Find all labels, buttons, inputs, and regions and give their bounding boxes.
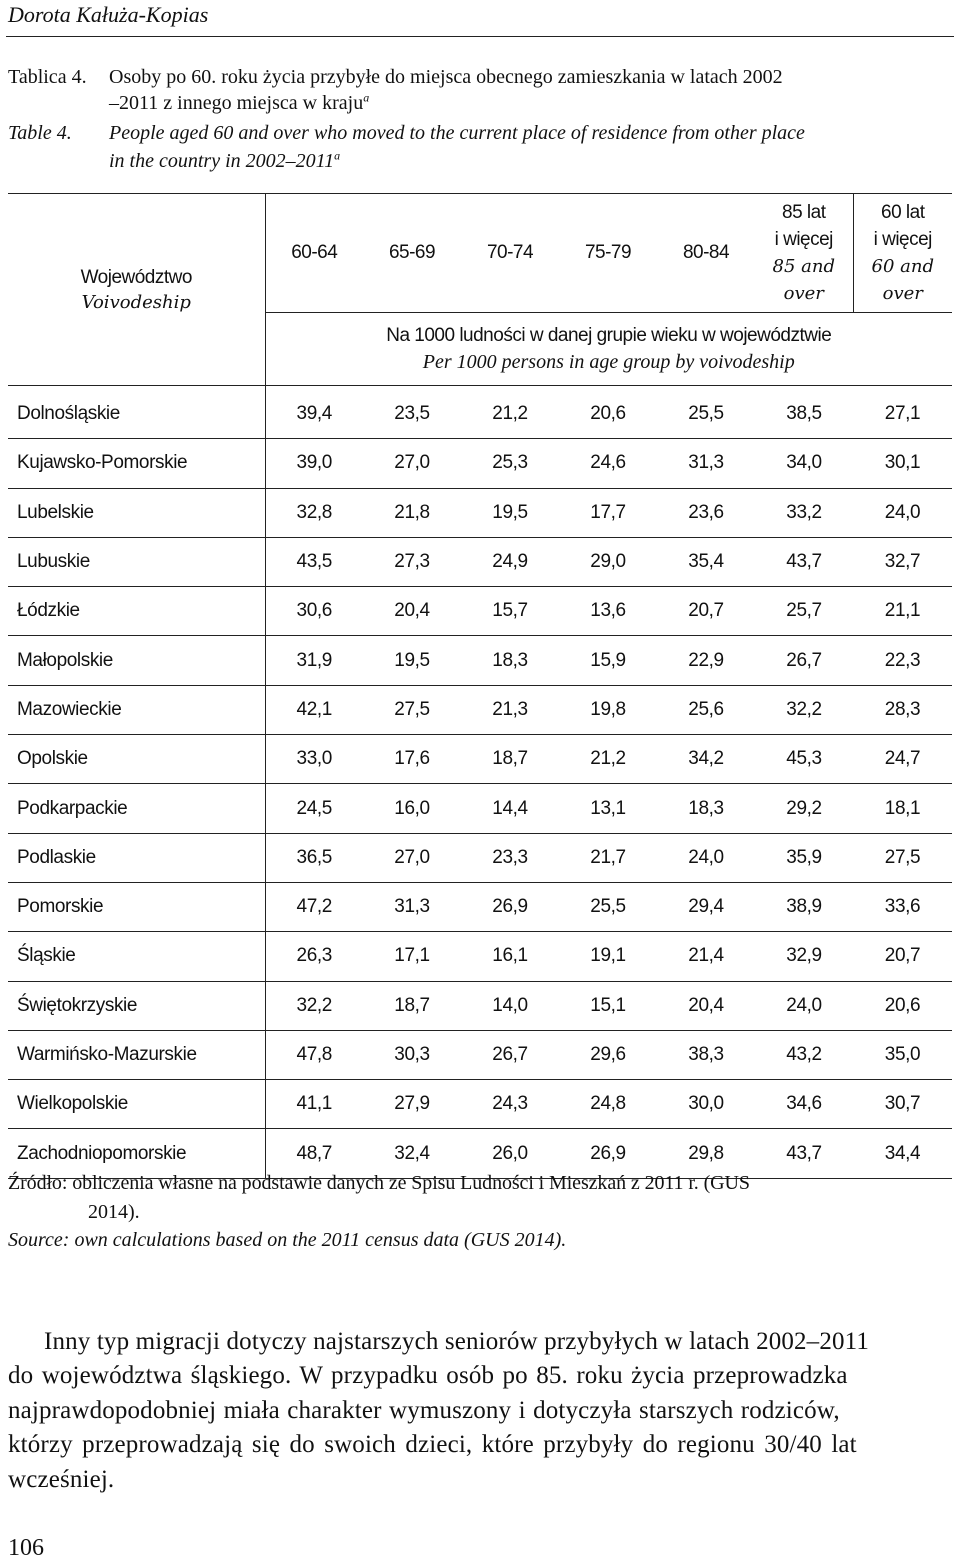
rate-cell: 19,5 (363, 636, 461, 685)
age-header-60-64: 60-64 (265, 194, 363, 313)
voivodeship-name: Łódzkie (8, 587, 265, 636)
table-row (8, 636, 952, 685)
rate-cell: 33,0 (265, 735, 363, 784)
source-note-pl-line1: Źródło: obliczenia własne na podstawie danych ze Spisu Ludności i Mieszkań z 2011 r. (GUS (8, 1172, 750, 1194)
region-header-pl: Województwo (80, 266, 192, 288)
age-85-pl-line2: i więcej (774, 229, 833, 250)
body-paragraph-line-1: Inny typ migracji dotyczy najstarszych seniorów przybyłych w latach 2002–2011 (44, 1328, 869, 1355)
unit-header-en: Per 1000 persons in age group by voivodeship (422, 351, 795, 373)
rate-cell: 24,0 (657, 833, 755, 882)
rate-cell: 19,5 (461, 488, 559, 537)
region-column-header (8, 194, 265, 386)
body-paragraph-line-3: najprawdopodobniej miała charakter wymuszony i dotyczyła starszych rodziców, (8, 1397, 840, 1424)
rate-cell: 48,7 (265, 1129, 363, 1178)
caption-pl-footnote-mark: a (363, 90, 370, 105)
age-60-pl-line2: i więcej (873, 229, 932, 250)
caption-pl-line2-text: –2011 z innego miejsca w kraju (109, 92, 364, 114)
rate-cell: 24,6 (559, 439, 657, 488)
voivodeship-name: Podkarpackie (8, 784, 265, 833)
rate-cell: 36,5 (265, 833, 363, 882)
voivodeship-name: Wielkopolskie (8, 1080, 265, 1129)
caption-pl-line1: Osoby po 60. roku życia przybyłe do miejsca obecnego zamieszkania w latach 2002 (109, 66, 783, 88)
rate-cell: 31,9 (265, 636, 363, 685)
voivodeship-name: Małopolskie (8, 636, 265, 685)
table-row (8, 1030, 952, 1079)
rate-cell: 24,0 (853, 488, 952, 537)
rate-cell: 17,1 (363, 932, 461, 981)
voivodeship-name: Warmińsko-Mazurskie (8, 1030, 265, 1079)
rate-cell: 21,1 (853, 587, 952, 636)
rate-cell: 24,5 (265, 784, 363, 833)
rate-cell: 30,7 (853, 1080, 952, 1129)
rate-cell: 20,4 (363, 587, 461, 636)
rate-cell: 27,5 (363, 685, 461, 734)
table-row (8, 784, 952, 833)
voivodeship-name: Świętokrzyskie (8, 981, 265, 1030)
table-row (8, 439, 952, 488)
rate-cell: 17,6 (363, 735, 461, 784)
rate-cell: 35,0 (853, 1030, 952, 1079)
rate-cell: 20,4 (657, 981, 755, 1030)
age-85-pl-line1: 85 lat (782, 202, 826, 223)
rate-cell: 26,3 (265, 932, 363, 981)
rate-cell: 17,7 (559, 488, 657, 537)
rate-cell: 18,3 (657, 784, 755, 833)
table-body (8, 386, 952, 1179)
rate-cell: 20,7 (657, 587, 755, 636)
rate-cell: 38,9 (755, 882, 853, 931)
rate-cell: 39,0 (265, 439, 363, 488)
rate-cell: 29,6 (559, 1030, 657, 1079)
rate-cell: 27,1 (853, 386, 952, 439)
rate-cell: 45,3 (755, 735, 853, 784)
rate-cell: 32,4 (363, 1129, 461, 1178)
rate-cell: 20,7 (853, 932, 952, 981)
table-row (8, 386, 952, 439)
rate-cell: 24,0 (755, 981, 853, 1030)
rate-cell: 34,0 (755, 439, 853, 488)
rate-cell: 43,2 (755, 1030, 853, 1079)
rate-cell: 30,0 (657, 1080, 755, 1129)
body-paragraph-line-2: do województwa śląskiego. W przypadku osób po 85. roku życia przeprowadzka (8, 1362, 848, 1389)
rate-cell: 13,6 (559, 587, 657, 636)
age-85-en-line1: 85 and (772, 256, 835, 277)
page-number: 106 (8, 1535, 44, 1561)
body-paragraph-line-4: którzy przeprowadzają się do swoich dzieci, które przybyły do regionu 30/40 lat (8, 1431, 857, 1458)
rate-cell: 25,7 (755, 587, 853, 636)
rate-cell: 18,1 (853, 784, 952, 833)
rate-cell: 30,6 (265, 587, 363, 636)
rate-cell: 32,2 (265, 981, 363, 1030)
rate-cell: 29,2 (755, 784, 853, 833)
table-row (8, 1080, 952, 1129)
rate-cell: 15,9 (559, 636, 657, 685)
voivodeship-name: Mazowieckie (8, 685, 265, 734)
age-85-en-line2: over (783, 283, 824, 304)
rate-cell: 21,8 (363, 488, 461, 537)
rate-cell: 27,0 (363, 439, 461, 488)
rate-cell: 27,9 (363, 1080, 461, 1129)
rate-cell: 18,3 (461, 636, 559, 685)
rate-cell: 20,6 (853, 981, 952, 1030)
age-header-85-plus (755, 194, 853, 313)
rate-cell: 31,3 (363, 882, 461, 931)
age-header-60-plus (853, 194, 952, 313)
rate-cell: 31,3 (657, 439, 755, 488)
rate-cell: 14,0 (461, 981, 559, 1030)
source-note-pl-line2: 2014). (88, 1201, 140, 1223)
rate-cell: 15,7 (461, 587, 559, 636)
region-header-en: Voivodeship (81, 291, 191, 313)
caption-pl-line2 (109, 90, 369, 116)
voivodeship-name: Kujawsko-Pomorskie (8, 439, 265, 488)
rate-cell: 21,3 (461, 685, 559, 734)
rate-cell: 47,8 (265, 1030, 363, 1079)
voivodeship-name: Pomorskie (8, 882, 265, 931)
unit-header (265, 313, 952, 386)
rate-cell: 21,2 (461, 386, 559, 439)
rate-cell: 32,9 (755, 932, 853, 981)
table-row (8, 587, 952, 636)
caption-en-footnote-mark: a (334, 148, 341, 163)
rate-cell: 29,0 (559, 537, 657, 586)
age-60-en-line2: over (882, 283, 923, 304)
age-60-en-line1: 60 and (871, 256, 934, 277)
rate-cell: 34,6 (755, 1080, 853, 1129)
age-header-75-79: 75-79 (559, 194, 657, 313)
rate-cell: 14,4 (461, 784, 559, 833)
rate-cell: 26,7 (461, 1030, 559, 1079)
rate-cell: 35,9 (755, 833, 853, 882)
body-paragraph-line-5: wcześniej. (8, 1466, 115, 1493)
rate-cell: 26,7 (755, 636, 853, 685)
rate-cell: 18,7 (461, 735, 559, 784)
rate-cell: 26,0 (461, 1129, 559, 1178)
voivodeship-name: Podlaskie (8, 833, 265, 882)
age-60-pl-line1: 60 lat (881, 202, 925, 223)
rate-cell: 39,4 (265, 386, 363, 439)
rate-cell: 24,3 (461, 1080, 559, 1129)
rate-cell: 28,3 (853, 685, 952, 734)
rate-cell: 19,1 (559, 932, 657, 981)
rate-cell: 21,2 (559, 735, 657, 784)
rate-cell: 38,3 (657, 1030, 755, 1079)
table-row (8, 488, 952, 537)
rate-cell: 18,7 (363, 981, 461, 1030)
rate-cell: 43,5 (265, 537, 363, 586)
rate-cell: 43,7 (755, 1129, 853, 1178)
rate-cell: 29,4 (657, 882, 755, 931)
voivodeship-name: Zachodniopomorskie (8, 1129, 265, 1178)
rate-cell: 24,8 (559, 1080, 657, 1129)
caption-en-line1: People aged 60 and over who moved to the current place of residence from other place (109, 122, 805, 144)
rate-cell: 26,9 (461, 882, 559, 931)
rate-cell: 25,5 (559, 882, 657, 931)
rate-cell: 25,3 (461, 439, 559, 488)
rate-cell: 24,7 (853, 735, 952, 784)
rate-cell: 16,0 (363, 784, 461, 833)
rate-cell: 22,9 (657, 636, 755, 685)
rate-cell: 35,4 (657, 537, 755, 586)
rate-cell: 47,2 (265, 882, 363, 931)
voivodeship-name: Lubuskie (8, 537, 265, 586)
unit-header-pl: Na 1000 ludności w danej grupie wieku w województwie (386, 325, 832, 346)
rate-cell: 19,8 (559, 685, 657, 734)
rate-cell: 23,6 (657, 488, 755, 537)
rate-cell: 21,7 (559, 833, 657, 882)
table-row (8, 932, 952, 981)
rate-cell: 34,2 (657, 735, 755, 784)
rate-cell: 23,3 (461, 833, 559, 882)
age-header-65-69: 65-69 (363, 194, 461, 313)
age-header-80-84: 80-84 (657, 194, 755, 313)
rate-cell: 27,0 (363, 833, 461, 882)
rate-cell: 25,5 (657, 386, 755, 439)
caption-en-line2 (109, 148, 340, 174)
rate-cell: 15,1 (559, 981, 657, 1030)
rate-cell: 32,7 (853, 537, 952, 586)
header-rule (6, 36, 954, 37)
rate-cell: 21,4 (657, 932, 755, 981)
rate-cell: 25,6 (657, 685, 755, 734)
rate-cell: 42,1 (265, 685, 363, 734)
voivodeship-name: Lubelskie (8, 488, 265, 537)
rate-cell: 29,8 (657, 1129, 755, 1178)
table-row (8, 882, 952, 931)
rate-cell: 41,1 (265, 1080, 363, 1129)
table-row (8, 537, 952, 586)
rate-cell: 33,6 (853, 882, 952, 931)
rate-cell: 38,5 (755, 386, 853, 439)
rate-cell: 13,1 (559, 784, 657, 833)
rate-cell: 30,3 (363, 1030, 461, 1079)
caption-en-label: Table 4. (8, 122, 72, 144)
age-header-70-74: 70-74 (461, 194, 559, 313)
rate-cell: 20,6 (559, 386, 657, 439)
rate-cell: 27,5 (853, 833, 952, 882)
voivodeship-name: Opolskie (8, 735, 265, 784)
rate-cell: 30,1 (853, 439, 952, 488)
rate-cell: 26,9 (559, 1129, 657, 1178)
rate-cell: 34,4 (853, 1129, 952, 1178)
voivodeship-name: Śląskie (8, 932, 265, 981)
caption-pl-label: Tablica 4. (8, 66, 87, 88)
voivodeship-name: Dolnośląskie (8, 386, 265, 439)
table-row (8, 981, 952, 1030)
rate-cell: 32,8 (265, 488, 363, 537)
rate-cell: 43,7 (755, 537, 853, 586)
rate-cell: 24,9 (461, 537, 559, 586)
caption-en-line2-text: in the country in 2002–2011 (109, 150, 335, 172)
table-row (8, 833, 952, 882)
rate-cell: 22,3 (853, 636, 952, 685)
running-head: Dorota Kałuża-Kopias (8, 2, 209, 27)
rate-cell: 23,5 (363, 386, 461, 439)
table-row (8, 685, 952, 734)
rate-cell: 32,2 (755, 685, 853, 734)
rate-cell: 33,2 (755, 488, 853, 537)
source-note-en: Source: own calculations based on the 2011 census data (GUS 2014). (8, 1229, 567, 1251)
rate-cell: 27,3 (363, 537, 461, 586)
rate-cell: 16,1 (461, 932, 559, 981)
migration-rate-table (8, 193, 952, 1179)
table-row (8, 735, 952, 784)
